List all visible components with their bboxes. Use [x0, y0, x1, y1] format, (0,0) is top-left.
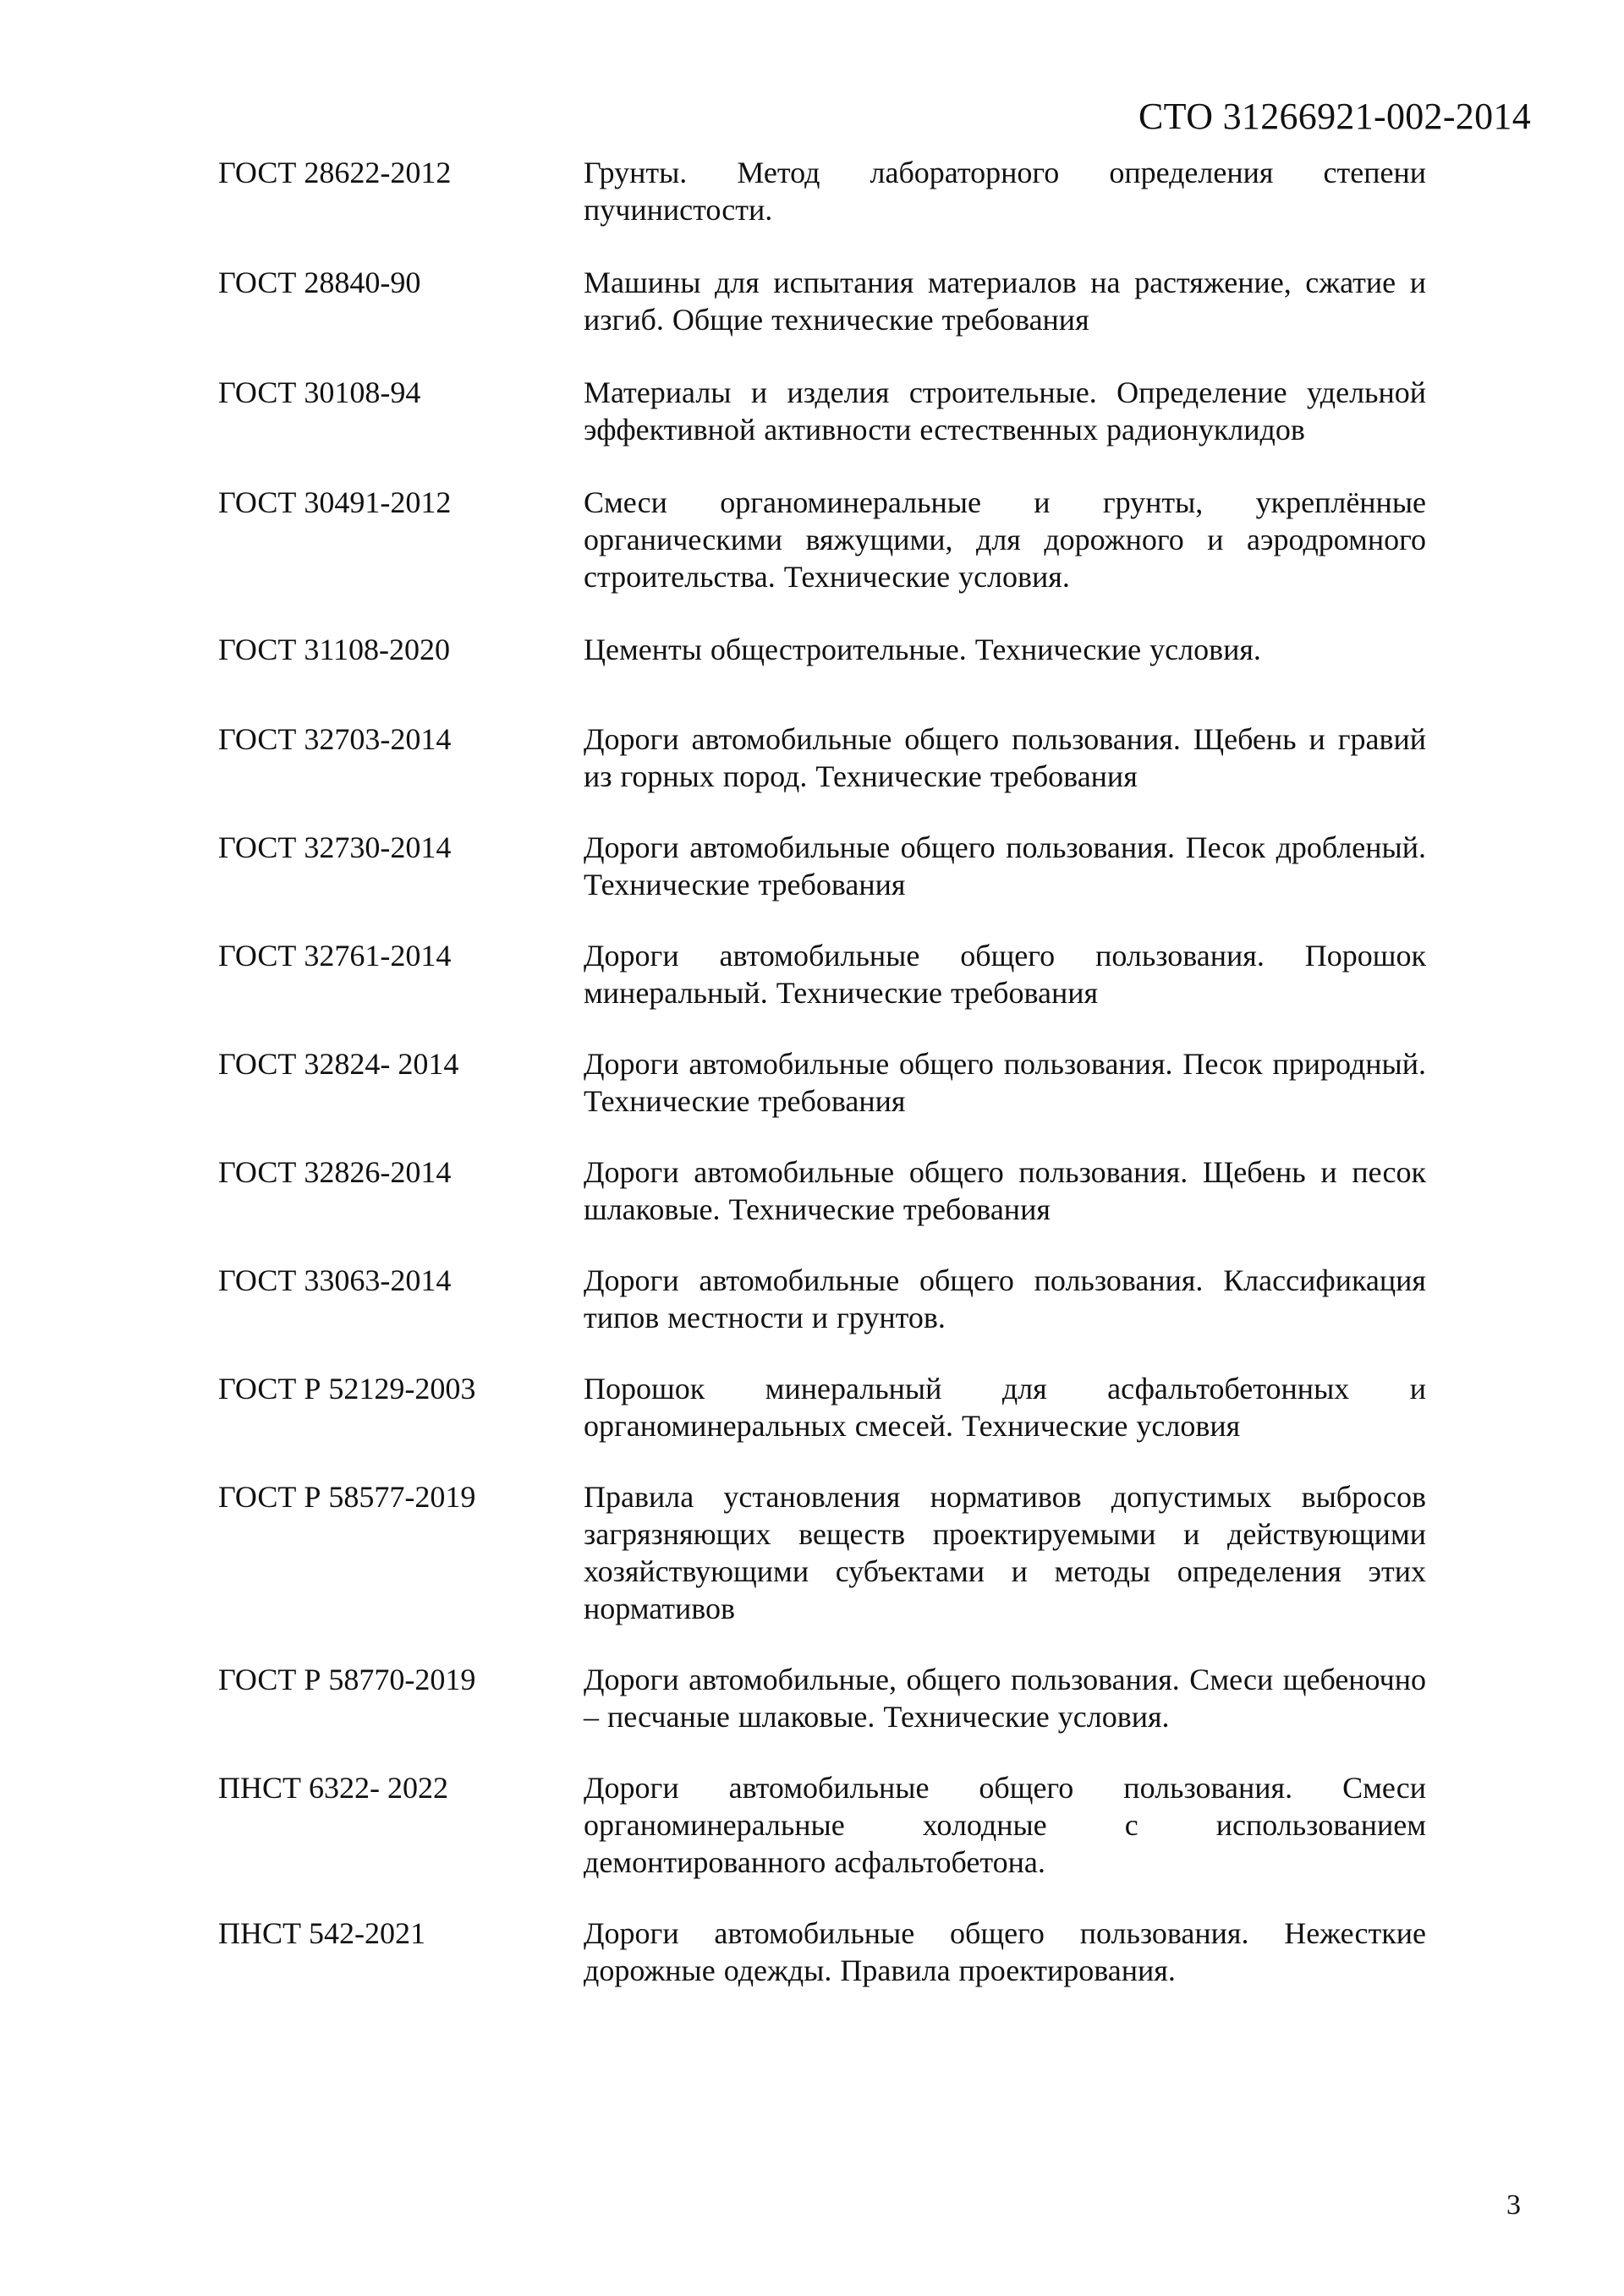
reference-code: ГОСТ Р 52129-2003	[218, 1372, 476, 1406]
reference-title: Дороги автомобильные общего пользования. Песок природный. Технические требования	[584, 1047, 1426, 1118]
reference-code: ПНСТ 6322- 2022	[218, 1771, 448, 1805]
reference-title: Дороги автомобильные общего пользования. Щебень и гравий из горных пород. Технические требования	[584, 722, 1426, 793]
reference-title: Дороги автомобильные общего пользования. Песок дробленый. Технические требования	[584, 830, 1426, 901]
reference-title: Смеси органоминеральные и грунты, укреплённые органическими вяжущими, для дорожного и аэродромного строительства. Технические условия.	[584, 485, 1426, 594]
reference-code: ГОСТ Р 58577-2019	[218, 1480, 476, 1514]
normative-references-list	[218, 154, 1426, 1989]
reference-title: Правила установления нормативов допустимых выбросов загрязняющих веществ проектируемыми и действующими хозяйствующими субъектами и методы определения этих нормативов	[584, 1480, 1426, 1625]
reference-code: ГОСТ 30491-2012	[218, 485, 452, 519]
reference-row	[218, 1153, 1426, 1228]
reference-title: Дороги автомобильные общего пользования. Классификация типов местности и грунтов.	[584, 1263, 1426, 1334]
reference-code: ГОСТ 28622-2012	[218, 156, 452, 189]
reference-row	[218, 484, 1426, 595]
reference-title: Машины для испытания материалов на растяжение, сжатие и изгиб. Общие технические требования	[584, 266, 1426, 337]
reference-row	[218, 1769, 1426, 1881]
reference-code: ГОСТ 30108-94	[218, 375, 421, 409]
document-code: СТО 31266921-002-2014	[1138, 96, 1531, 137]
reference-code: ГОСТ 32730-2014	[218, 830, 452, 864]
reference-title: Дороги автомобильные общего пользования. Смеси органоминеральные холодные с использованием демонтированного асфальтобетона.	[584, 1771, 1426, 1879]
reference-code: ГОСТ 28840-90	[218, 266, 421, 299]
reference-code: ГОСТ 32761-2014	[218, 939, 452, 973]
reference-title: Дороги автомобильные общего пользования. Нежесткие дорожные одежды. Правила проектирования.	[584, 1916, 1426, 1987]
reference-code: ГОСТ 33063-2014	[218, 1263, 452, 1297]
reference-row	[218, 1370, 1426, 1444]
reference-row	[218, 1478, 1426, 1627]
reference-row	[218, 631, 1426, 668]
reference-title: Материалы и изделия строительные. Определение удельной эффективной активности естественных радионуклидов	[584, 375, 1426, 447]
reference-code: ГОСТ 32826-2014	[218, 1155, 452, 1189]
reference-code: ГОСТ 32703-2014	[218, 722, 452, 756]
reference-row	[218, 1661, 1426, 1735]
reference-row	[218, 1262, 1426, 1336]
reference-row	[218, 721, 1426, 795]
reference-row	[218, 374, 1426, 448]
reference-row	[218, 1045, 1426, 1120]
reference-code: ГОСТ 32824- 2014	[218, 1047, 459, 1081]
reference-code: ГОСТ Р 58770-2019	[218, 1663, 476, 1696]
reference-title: Дороги автомобильные общего пользования. Порошок минеральный. Технические требования	[584, 939, 1426, 1010]
reference-row	[218, 937, 1426, 1011]
reference-row	[218, 829, 1426, 903]
reference-title: Дороги автомобильные, общего пользования. Смеси щебеночно – песчаные шлаковые. Технические условия.	[584, 1663, 1426, 1734]
page-number: 3	[1506, 2189, 1521, 2221]
reference-title: Цементы общестроительные. Технические условия.	[584, 633, 1261, 666]
reference-row	[218, 264, 1426, 338]
reference-code: ГОСТ 31108-2020	[218, 633, 451, 666]
reference-row	[218, 1915, 1426, 1989]
reference-title: Дороги автомобильные общего пользования. Щебень и песок шлаковые. Технические требования	[584, 1155, 1426, 1226]
reference-row	[218, 154, 1426, 228]
reference-title: Грунты. Метод лабораторного определения степени пучинистости.	[584, 156, 1426, 227]
reference-title: Порошок минеральный для асфальтобетонных и органоминеральных смесей. Технические условия	[584, 1372, 1426, 1443]
reference-code: ПНСТ 542-2021	[218, 1916, 425, 1950]
